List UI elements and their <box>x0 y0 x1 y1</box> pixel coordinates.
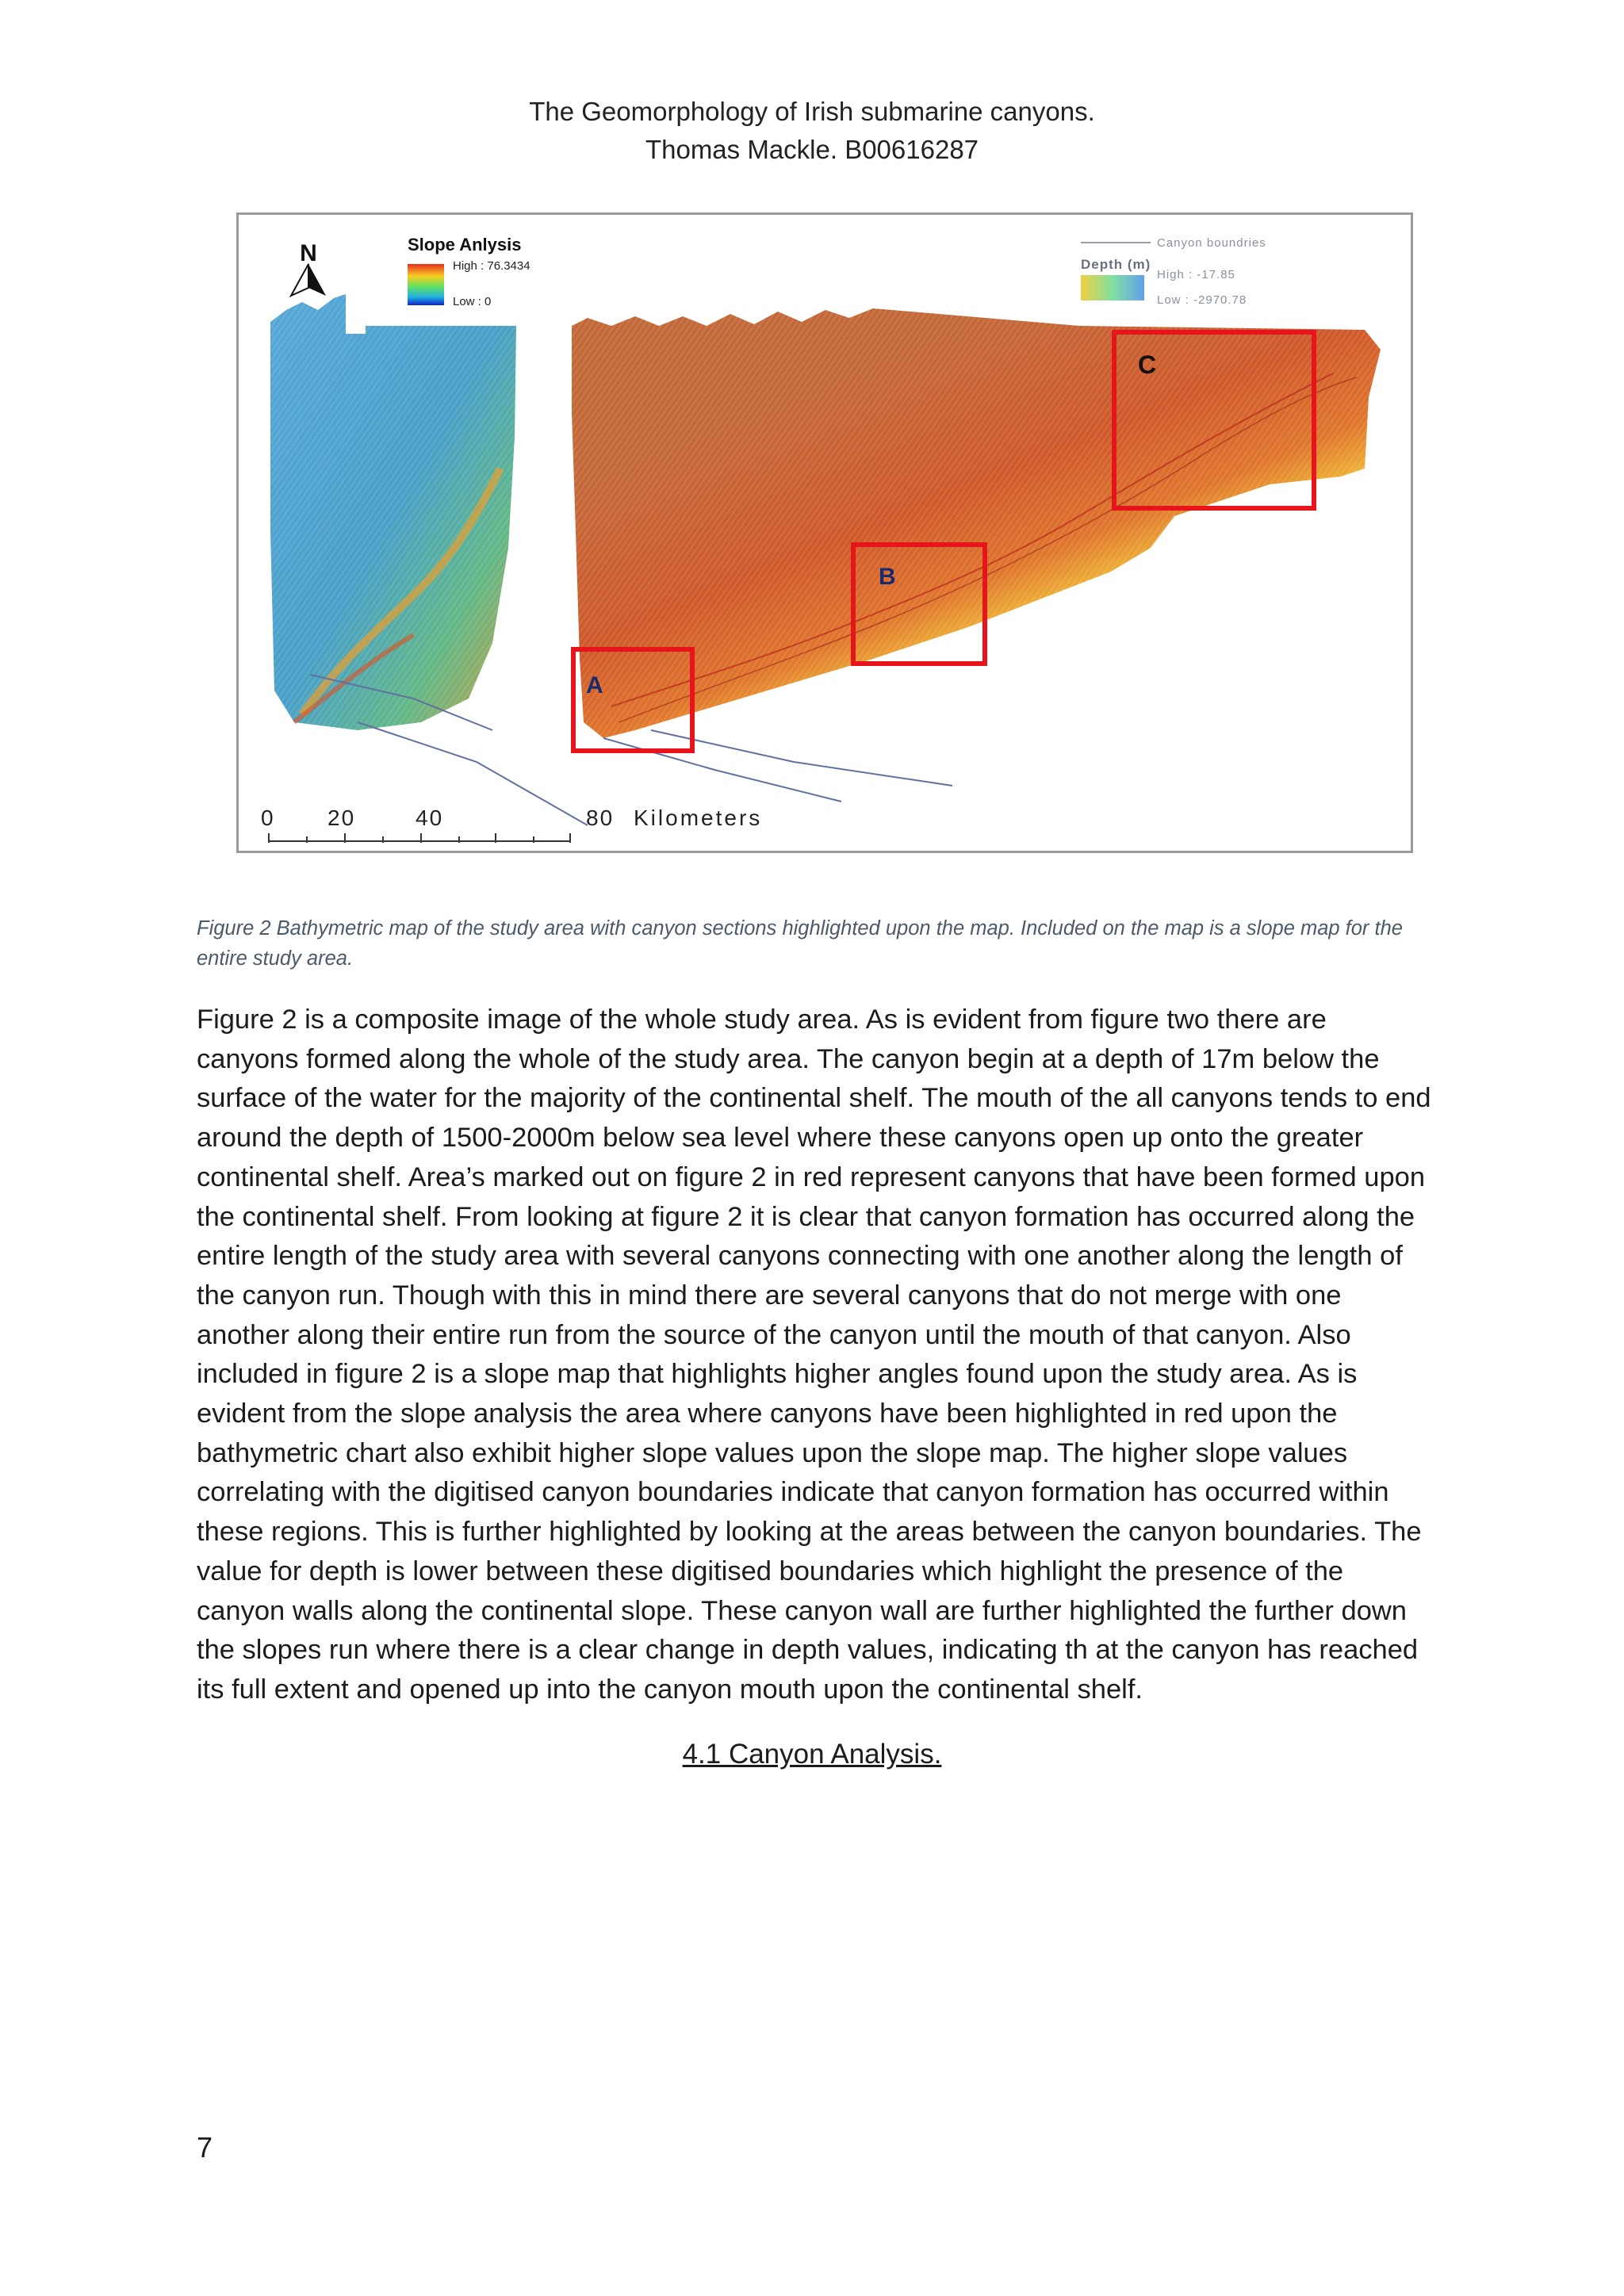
body-paragraph: Figure 2 is a composite image of the whole study area. As is evident from figure two there are canyons formed along the whole of the study area. The canyon begin at a depth of 17m below the surface of the water for the majority of the continental shelf. The mouth of the all canyons tends to end around the depth of 1500-2000m below sea level where these canyons open up onto the greater continental shelf. Area’s marked out on figure 2 in red represent canyons that have been formed upon the continental shelf. From looking at figure 2 it is clear that canyon formation has occurred along the entire length of the study area with several canyons connecting with one another along the length of the canyon run. Though with this in mind there are several canyons that do not merge with one another along their entire run from the source of the canyon until the mouth of that canyon. Also included in figure 2 is a slope map that highlights higher angles found upon the study area. As is evident from the slope analysis the area where canyons have been highlighted in red upon the bathymetric chart also exhibit higher slope values upon the slope map. The higher slope values correlating with the digitised canyon boundaries indicate that canyon formation has occurred within these regions. This is further highlighted by looking at the areas between the canyon boundaries. The value for depth is lower between these digitised boundaries which highlight the presence of the canyon walls along the continental slope. These canyon wall are further highlighted the further down the slopes run where there is a clear change in depth values, indicating th at the canyon has reached its full extent and opened up into the canyon mouth upon the continental shelf. <box>197 1004 1431 1705</box>
scale-tick-0: 0 <box>261 806 275 830</box>
scale-bar <box>261 806 762 843</box>
scale-tick-80: 80 <box>586 806 615 830</box>
author-line: Thomas Mackle. B00616287 <box>645 135 979 164</box>
scale-unit: Kilometers <box>634 806 763 830</box>
slope-legend <box>408 235 530 308</box>
bathymetric-figure <box>236 212 1413 853</box>
slope-legend-title: Slope Anlysis <box>408 235 522 254</box>
region-label-a: A <box>586 672 603 698</box>
north-arrow <box>291 240 326 296</box>
figure-caption: Figure 2 Bathymetric map of the study area with canyon sections highlighted upon the map. Included on the map is a slope map for the entire study area. <box>197 917 1403 970</box>
page-number: 7 <box>197 2131 213 2164</box>
bathymetric-map <box>239 215 1411 851</box>
canyon-boundaries-label: Canyon boundries <box>1157 236 1266 250</box>
slope-map-panel <box>270 294 588 825</box>
section-heading: 4.1 Canyon Analysis. <box>682 1739 942 1770</box>
document-title: The Geomorphology of Irish submarine canyons. <box>529 97 1095 126</box>
depth-legend <box>1081 236 1266 307</box>
depth-legend-title: Depth (m) <box>1081 257 1151 272</box>
depth-legend-low: Low : -2970.78 <box>1157 293 1247 307</box>
scale-tick-40: 40 <box>416 806 444 830</box>
body-text <box>197 1001 1434 1710</box>
slope-color-ramp <box>408 264 444 305</box>
region-label-b: B <box>879 564 896 590</box>
north-label: N <box>300 240 317 266</box>
depth-color-ramp <box>1081 275 1144 300</box>
slope-legend-low: Low : 0 <box>453 295 492 308</box>
scale-tick-20: 20 <box>327 806 356 830</box>
depth-legend-high: High : -17.85 <box>1157 268 1235 281</box>
region-label-c: C <box>1138 350 1157 379</box>
slope-legend-high: High : 76.3434 <box>453 259 530 273</box>
